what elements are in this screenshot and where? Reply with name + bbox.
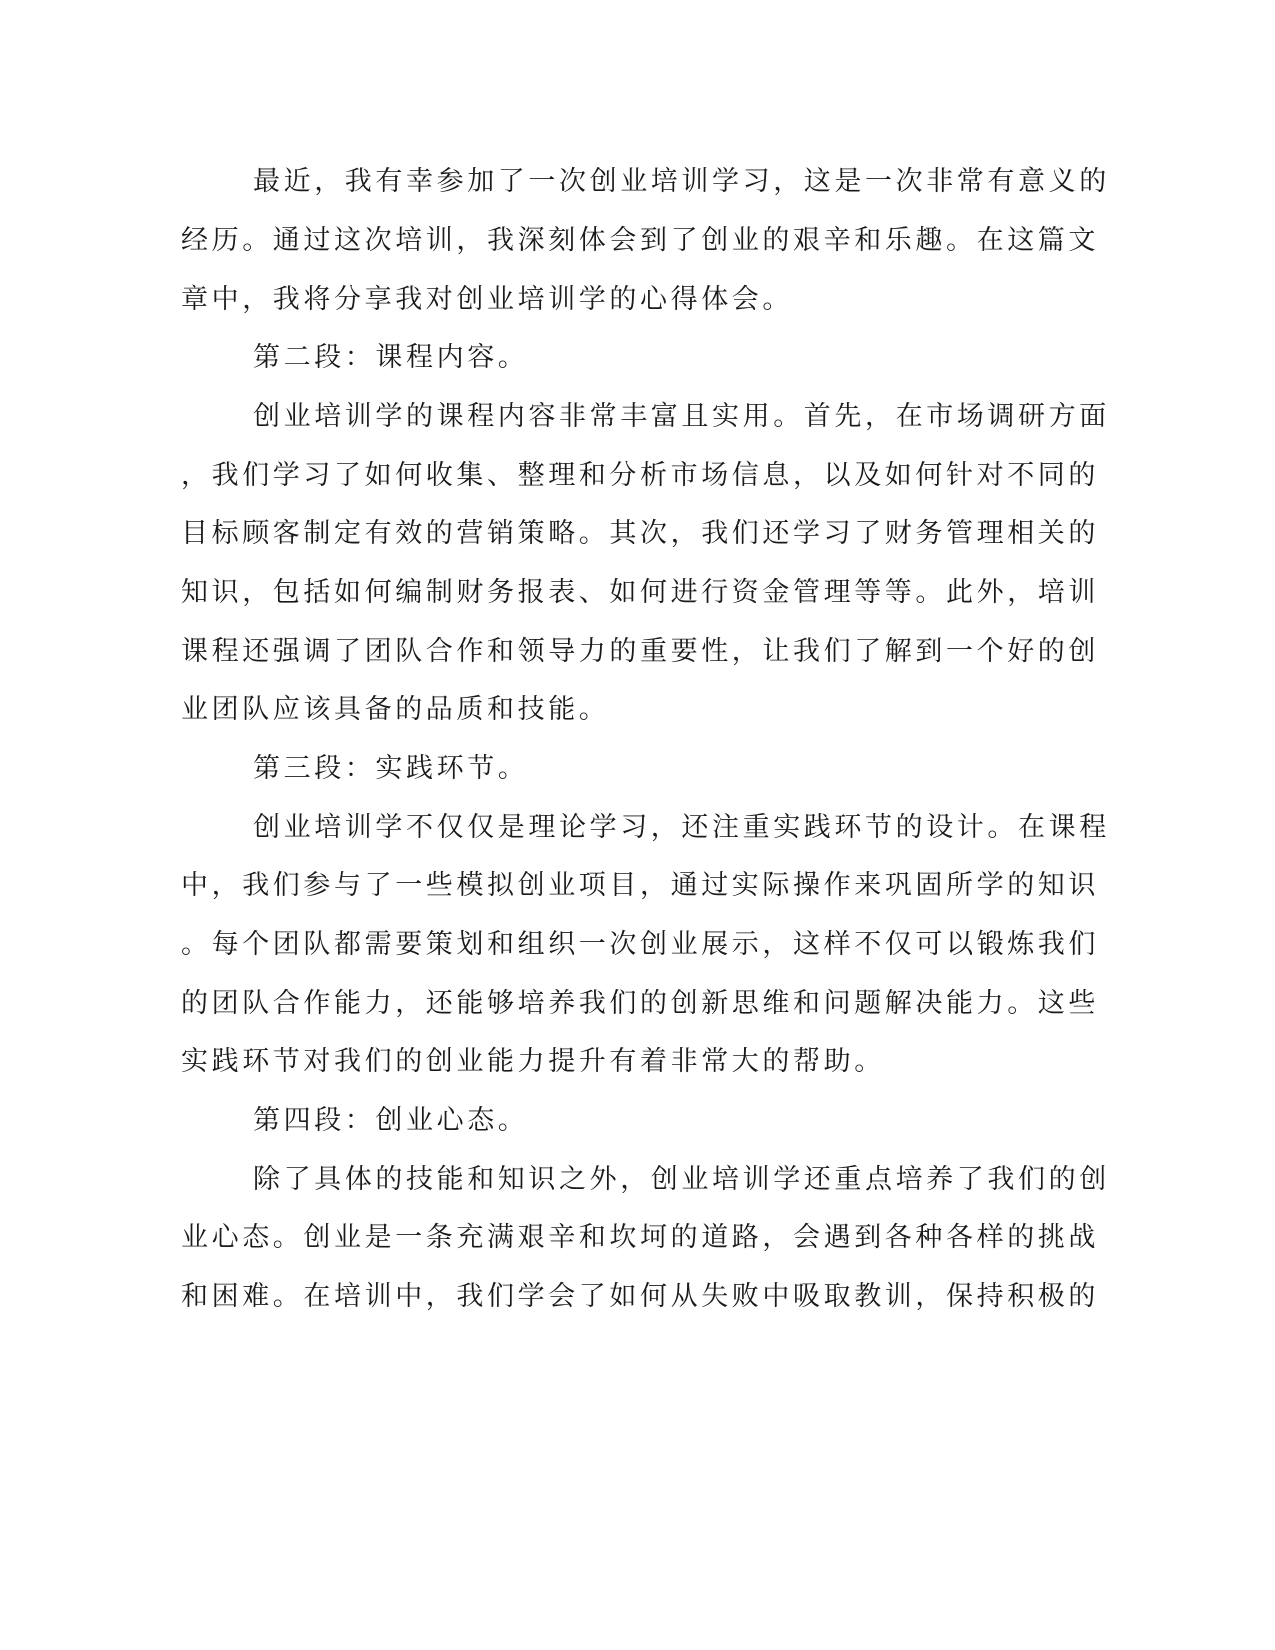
paragraph-3-line-5: 实践环节对我们的创业能力提升有着非常大的帮助。: [181, 1046, 885, 1077]
paragraph-2-line-1: 创业培训学的课程内容非常丰富且实用。首先，在市场调研方面: [253, 401, 1110, 432]
section-heading-4: 第四段：创业心态。: [253, 1105, 529, 1136]
paragraph-4-line-1: 除了具体的技能和知识之外，创业培训学还重点培养了我们的创: [253, 1164, 1110, 1195]
paragraph-3-line-1: 创业培训学不仅仅是理论学习，还注重实践环节的设计。在课程: [253, 812, 1110, 843]
section-heading-3: 第三段：实践环节。: [253, 753, 529, 784]
paragraph-2-line-3: 目标顾客制定有效的营销策略。其次，我们还学习了财务管理相关的: [181, 518, 1099, 549]
paragraph-1-line-2: 经历。通过这次培训，我深刻体会到了创业的艰辛和乐趣。在这篇文: [181, 225, 1099, 256]
paragraph-2-line-2: ，我们学习了如何收集、整理和分析市场信息，以及如何针对不同的: [181, 460, 1099, 491]
section-heading-2: 第二段：课程内容。: [253, 342, 529, 373]
paragraph-3-line-4: 的团队合作能力，还能够培养我们的创新思维和问题解决能力。这些: [181, 988, 1099, 1019]
paragraph-2-line-4: 知识，包括如何编制财务报表、如何进行资金管理等等。此外，培训: [181, 577, 1099, 608]
paragraph-2-line-5: 课程还强调了团队合作和领导力的重要性，让我们了解到一个好的创: [181, 636, 1099, 667]
paragraph-3-line-3: 。每个团队都需要策划和组织一次创业展示，这样不仅可以锻炼我们: [181, 929, 1099, 960]
paragraph-4-line-2: 业心态。创业是一条充满艰辛和坎坷的道路，会遇到各种各样的挑战: [181, 1222, 1099, 1253]
paragraph-4-line-3: 和困难。在培训中，我们学会了如何从失败中吸取教训，保持积极的: [181, 1281, 1099, 1312]
paragraph-1-line-3: 章中，我将分享我对创业培训学的心得体会。: [181, 284, 793, 315]
paragraph-3-line-2: 中，我们参与了一些模拟创业项目，通过实际操作来巩固所学的知识: [181, 870, 1099, 901]
paragraph-2-line-6: 业团队应该具备的品质和技能。: [181, 694, 610, 725]
paragraph-1-line-1: 最近，我有幸参加了一次创业培训学习，这是一次非常有意义的: [253, 166, 1110, 197]
